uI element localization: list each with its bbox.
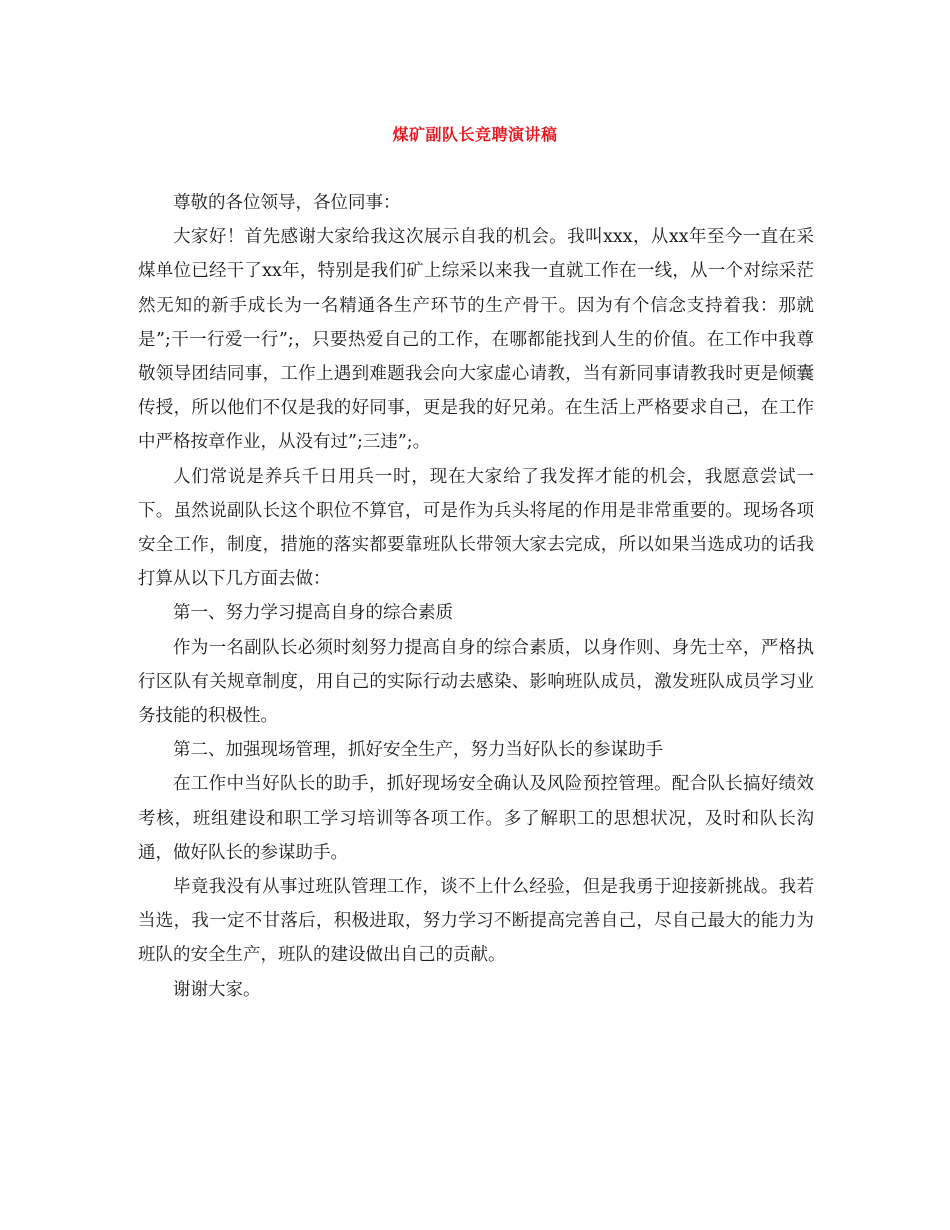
paragraph-heading-second: 第二、加强现场管理，抓好安全生产，努力当好队长的参谋助手	[173, 740, 663, 761]
paragraph-motivation: 人们常说是养兵千日用兵一时，现在大家给了我发挥才能的机会，我愿意尝试一下。虽然说副队长这个职位不算官，可是作为兵头将尾的作用是非常重要的。现场各项安全工作，制度，措施的落实都要靠班队长带领大家去完成，所以如果当选成功的话我打算从以下几方面去做：	[138, 466, 814, 590]
document-body	[138, 186, 814, 1007]
paragraph-introduction: 大家好！首先感谢大家给我这次展示自我的机会。我叫xxx，从xx年至今一直在采煤单位已经干了xx年，特别是我们矿上综采以来我一直就工作在一线，从一个对综采茫然无知的新手成长为一名精通各生产环节的生产骨干。因为有个信念支持着我：那就是”;干一行爱一行”;，只要热爱自己的工作，在哪都能找到人生的价值。在工作中我尊敬领导团结同事，工作上遇到难题我会向大家虚心请教，当有新同事请教我时更是倾囊传授，所以他们不仅是我的好同事，更是我的好兄弟。在生活上严格要求自己，在工作中严格按章作业，从没有过”;三违”;。	[138, 227, 814, 453]
paragraph-conclusion: 毕竟我没有从事过班队管理工作，谈不上什么经验，但是我勇于迎接新挑战。我若当选，我一定不甘落后，积极进取，努力学习不断提高完善自己，尽自己最大的能力为班队的安全生产，班队的建设做出自己的贡献。	[138, 877, 814, 966]
paragraph-thanks: 谢谢大家。	[173, 979, 261, 1000]
paragraph-first-detail: 作为一名副队长必须时刻努力提高自身的综合素质，以身作则、身先士卒，严格执行区队有关规章制度，用自己的实际行动去感染、影响班队成员，激发班队成员学习业务技能的积极性。	[138, 637, 814, 727]
paragraph-salutation: 尊敬的各位领导，各位同事：	[173, 193, 401, 213]
paragraph-heading-first: 第一、努力学习提高自身的综合素质	[173, 603, 453, 624]
document-title: 煤矿副队长竞聘演讲稿	[392, 125, 558, 144]
paragraph-second-detail: 在工作中当好队长的助手，抓好现场安全确认及风险预控管理。配合队长搞好绩效考核，班组建设和职工学习培训等各项工作。多了解职工的思想状况，及时和队长沟通，做好队长的参谋助手。	[138, 774, 814, 863]
